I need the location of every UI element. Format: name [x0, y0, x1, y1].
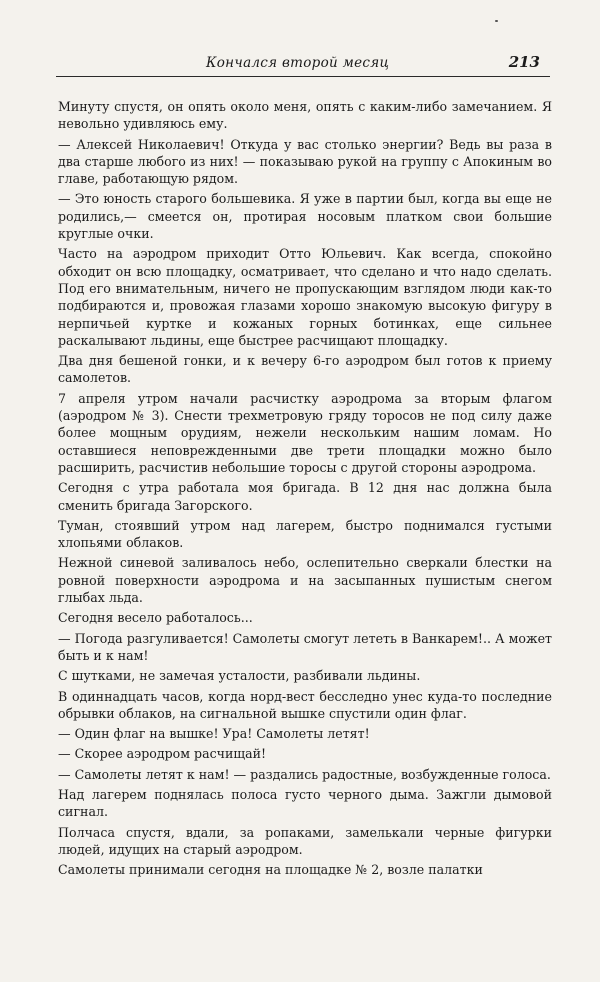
page-number: 213 [508, 53, 540, 71]
page-header [56, 52, 550, 76]
paragraph: — Алексей Николаевич! Откуда у вас столько энергии? Ведь вы раза в два старше любого из них! — показываю рукой на группу с Апокиным во главе, работающую рядом. [58, 136, 552, 187]
paragraph: — Это юность старого большевика. Я уже в партии был, когда вы еще не родились,— смеется он, протирая носовым платком свои большие круглые очки. [58, 191, 552, 242]
paragraph: Два дня бешеной гонки, и к вечеру 6-го аэродром был готов к приему самолетов. [58, 353, 552, 386]
scan-speck [495, 20, 498, 22]
paragraph: Нежной синевой заливалось небо, ослепительно сверкали блестки на ровной поверхности аэродрома и на засыпанных пушистым снегом глыбах льда. [58, 555, 552, 606]
paragraph: Над лагерем поднялась полоса густо черного дыма. Зажгли дымовой сигнал. [58, 786, 552, 820]
running-title: Кончался второй месяц [206, 55, 390, 71]
paragraph: — Один флаг на вышке! Ура! Самолеты летят! [58, 726, 370, 742]
paragraph: Сегодня с утра работала моя бригада. В 12 дня нас должна была сменить бригада Загорского. [58, 480, 552, 513]
paragraph: С шутками, не замечая усталости, разбивали льдины. [58, 668, 421, 684]
paragraph: Полчаса спустя, вдали, за ропаками, замелькали черные фигурки людей, идущих на старый аэродром. [58, 824, 552, 857]
header-rule [56, 76, 550, 77]
paragraph: — Самолеты летят к нам! — раздались радостные, возбужденные голоса. [58, 766, 551, 782]
paragraph: Сегодня весело работалось... [58, 610, 253, 626]
paragraph: — Погода разгуливается! Самолеты смогут лететь в Ванкарем!.. А может быть и к нам! [58, 630, 552, 663]
paragraph: Самолеты принимали сегодня на площадке № 2, возле палатки [58, 862, 483, 878]
body-text [58, 98, 552, 878]
paragraph: Туман, стоявший утром над лагерем, быстро поднимался густыми хлопьями облаков. [58, 517, 552, 551]
paragraph: — Скорее аэродром расчищай! [58, 746, 267, 762]
paragraph: Часто на аэродром приходит Отто Юльевич. Как всегда, спокойно обходит он всю площадку, осматривает, что сделано и что надо сделать. Под его внимательным, ничего не пропускающим взглядом люди как-то подбираются и, провожая глазами хорошо знакомую высокую фигуру в нерпичьей куртке и кожаных горных ботинках, еще сильнее раскалывают льдины, еще быстрее расчищают площадку. [58, 246, 552, 348]
paragraph: В одиннадцать часов, когда норд-вест бесследно унес куда-то последние обрывки облаков, на сигнальной вышке спустили один флаг. [58, 688, 552, 721]
paragraph: Минуту спустя, он опять около меня, опять с каким-либо замечанием. Я невольно удивляюсь ему. [58, 99, 552, 132]
paragraph: 7 апреля утром начали расчистку аэродрома за вторым флагом (аэродром № 3). Снести трехметровую гряду торосов не под силу даже более мощным орудиям, нежели нескольким нашим ломам. Но оставшиеся неповрежденными две трети площадки можно было расширить, расчистив небольшие торосы с другой стороны аэродрома. [58, 390, 552, 475]
